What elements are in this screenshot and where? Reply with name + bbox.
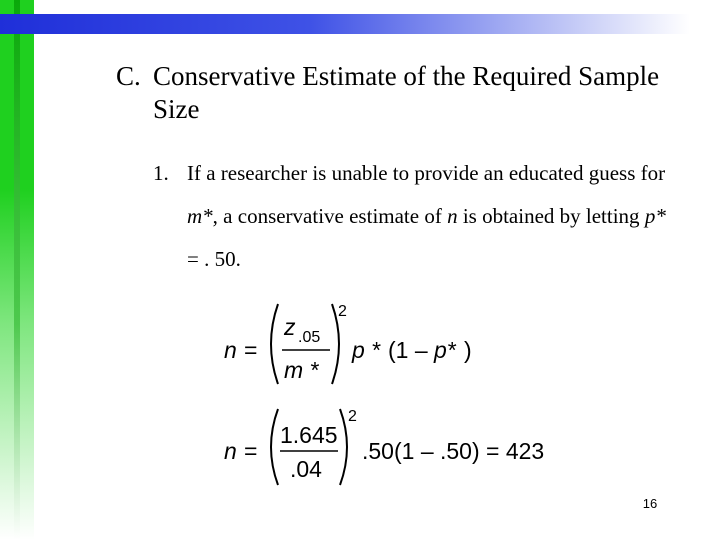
left-paren-shape	[271, 409, 278, 485]
bullet-number: 1.	[153, 161, 169, 185]
bullet-segment: = . 50.	[187, 247, 241, 271]
sample-size-formula	[220, 298, 490, 390]
title-number: C.	[116, 61, 141, 91]
calc-equals: =	[244, 438, 258, 464]
formula-z-subscript: .05	[298, 329, 321, 346]
page-number: 16	[642, 496, 658, 511]
calc-rest: .50(1 – .50) = 423	[362, 438, 545, 464]
right-paren-shape	[340, 409, 347, 485]
formula-p1: p *	[352, 337, 381, 363]
calc-exponent: 2	[348, 408, 357, 425]
bullet-segment: If a researcher is unable to provide an educated guess for	[187, 161, 666, 185]
formula-z: z	[284, 314, 296, 340]
bullet-item	[153, 152, 673, 281]
bullet-segment: is obtained by letting	[457, 204, 645, 228]
formula-p2: p*	[434, 337, 456, 363]
calc-lhs-n: n	[224, 438, 237, 464]
formula-general-svg	[220, 298, 490, 390]
slide-title	[116, 60, 696, 126]
decorative-horizontal-bar	[0, 14, 690, 34]
calc-numerator: 1.645	[280, 422, 338, 448]
formula-numeric-svg	[220, 405, 550, 491]
left-paren-shape	[271, 304, 278, 384]
formula-exponent: 2	[338, 303, 347, 320]
formula-denominator: m *	[284, 357, 319, 383]
bullet-segment-italic: p*	[644, 204, 666, 228]
bullet-segment-italic: m*	[187, 204, 213, 228]
bullet-segment-italic: n	[447, 204, 458, 228]
formula-paren-close: )	[464, 337, 472, 363]
formula-paren-open: (1 –	[388, 337, 428, 363]
sample-size-calculation	[220, 405, 550, 491]
title-text: Conservative Estimate of the Required Sample Size	[153, 61, 660, 124]
calc-denominator: .04	[290, 456, 322, 482]
formula-lhs-n: n	[224, 337, 237, 363]
decorative-vertical-stripe	[14, 0, 20, 540]
formula-equals: =	[244, 337, 258, 363]
bullet-segment: , a conservative estimate of	[212, 204, 448, 228]
bullet-text	[153, 152, 673, 281]
